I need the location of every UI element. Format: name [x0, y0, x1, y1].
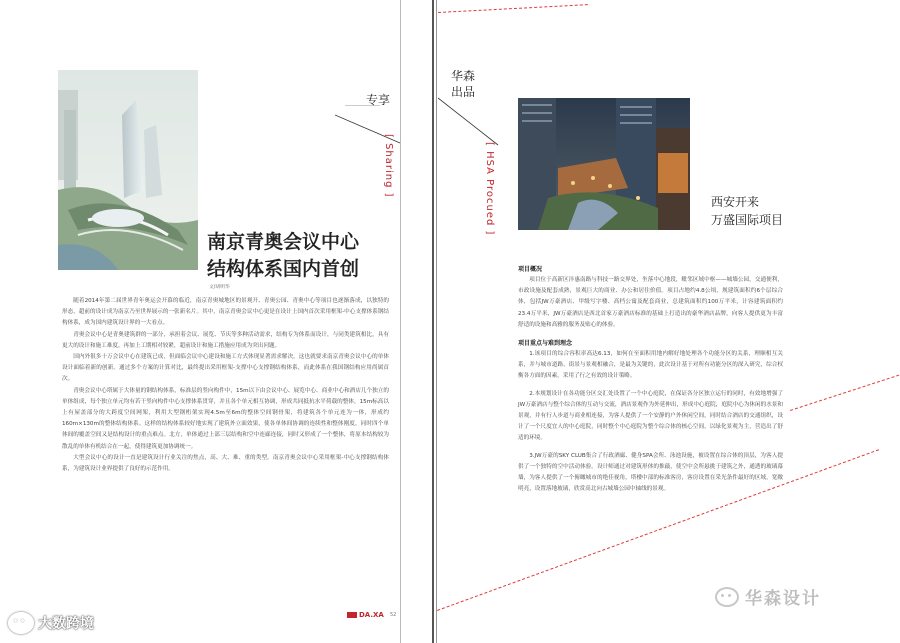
feature-point: 2.本规划设计在各功能分区交汇处设置了一个中心庭院，在保证各分区独立运行的同时，有效地增强了JW万豪酒店与整个综合体的互动与交流，酒店景观作为外延伸出，形成中心庭院，庭院中心为休闲的水景和景观，并有行人步道与商业相连接，为客人提供了一个安静的户外休闲空间，同时结合酒店的交通组织，设计了一个尺度宜人的中心庭院，同时整个中心庭院为整个综合体的核心空间，以绿化景观为主，营造出了舒适的环境。 [518, 390, 783, 442]
footer-logo-text: DA.XA [359, 611, 384, 619]
feature-point: 3.JW万豪的SKY CLUB集合了行政酒廊、健身SPA会所、泳池设施，被设置在综合体的顶层，为客人提供了一个独特的空中活动体验。设计师通过对建筑形体的推敲，使空中会所悬挑于建筑之外，通透的玻璃幕墙，为客人提供了一个俯瞰城市的绝佳视角，塔楼中部的标准客房，客房设置在采光条件最好的区域，宽敞明亮，设置落地玻璃，欣赏高北向古城墙公园中轴线的景观。 [518, 452, 783, 493]
body-paragraph: 随着2014年第二届世界青年奥运会开幕的临近，南京青奥城地区的景观开、青奥公园、青奥中心等项目也逐渐落成，以独特的形态，超前的设计成为南京乃至世界展示的一张新名片。其中，南京青奥会议中心更是在设计上国内首次采用框架-中心支撑体系钢结构体系，成为国内建筑设计界的一大看点。 [62, 298, 389, 327]
page-spine-edge [436, 0, 437, 643]
project-title-line1: 西安开来 [711, 195, 760, 209]
overview-paragraph: 项目位于高新区沣惠南路与科技一路交界处，坐落中心地段，毗邻区域中枢——城墙公园，交通便利，市政设施及配套成熟，景观巨大的商业、办公和居住价值。项目占地约4.8公顷，规建筑面积约6个层综合体，包括JW万豪酒店、甲级写字楼、高档公寓及配套商业，总建筑面积约100万平米，计容建筑面积约23.4万平米，JW万豪酒店是西北首家万豪酒店标准的基础上打造出的豪华酒店品牌，向客人提供更为丰富舒适的设施和高雅的服务及贴心的体验。 [518, 277, 783, 328]
section-diagonal-rule [335, 105, 405, 145]
logo-mark-icon [347, 612, 357, 618]
brand-watermark-text: 华森设计 [745, 589, 821, 609]
section-label-en: [ Sharing ] [383, 134, 394, 198]
brand-watermark [715, 584, 821, 609]
features-list [518, 349, 783, 495]
corner-watermark [8, 612, 94, 634]
section-diagonal-rule-right [438, 93, 508, 153]
project-night-rendering-image [518, 98, 690, 230]
body-paragraph: 国内外很多十万会议中心在建筑已成，但面临会议中心建设和施工方式体现显著需求解决，这也就要求南京青奥会议中心的单体设计面临着新的创新。通过多个方案的计算对比，最终提出采用框架-支撑中心支撑钢结构体系，而此体系在我国钢结构应用尚属首次。 [62, 354, 389, 383]
page-number: 52 [390, 612, 397, 618]
features-heading: 项目重点与难到理念 [518, 340, 573, 348]
article-title-line2: 结构体系国内首创 [207, 258, 360, 280]
overview-text [518, 275, 783, 331]
wechat-watermark-icon [715, 587, 739, 607]
body-paragraph: 青奥会议中心是青奥建筑群的一部分，承担着会议、展览、节庆等多种活动需求，结构专为体系而设计，与同类建筑相比，具有更大的设计和施工难度，再加上工期相对较紧，超前设计和施工措施应用成为突出问题。 [62, 331, 389, 349]
overview-heading: 项目概况 [518, 266, 543, 273]
article-byline: 文/胡明华 [209, 285, 230, 290]
footer-logo [347, 611, 384, 619]
section-label-cn-right: 华森 出品 [451, 69, 476, 99]
feature-point: 1.该项目的综合容积率高达6.13，如何在至面积用地内解好地处理各个功能分区的关系，理顺相互关系，并与城市道路、街景与景观相融合，是最为关键的，此次设计基于对所有功能分区的深入研究，综合权衡各方面的因素，采用了行之有效的设计策略。 [518, 351, 783, 380]
left-page-margin-rule [400, 0, 401, 643]
corner-watermark-text: 大数跨境 [38, 616, 94, 632]
article-body [62, 296, 389, 475]
page-spine [432, 0, 434, 643]
building-rendering-image [58, 70, 198, 270]
section-label-cn: 专享 [366, 93, 391, 107]
wechat-icon [8, 612, 34, 634]
article-title [207, 229, 359, 283]
article-title-line1: 南京青奥会议中心 [207, 231, 360, 253]
project-title [711, 193, 783, 229]
project-title-line2: 万盛国际项目 [711, 213, 784, 227]
body-paragraph: 大型会议中心的设计一直是建筑设计行业关注的焦点，高、大、难、重的类型。南京青奥会议中心采用框架-中心支撑钢结构体系，为建筑设计业界提供了良好的示范作用。 [62, 454, 389, 473]
section-label-en-right: [ HSA Procued ] [484, 142, 495, 236]
project-body [518, 264, 783, 495]
body-paragraph: 青奥会议中心塔属于大体量的钢结构体系，标准层的竖向构件中，15m以下由会议中心、展览中心、商业中心和酒店几个独立的单体组成，每个独立单元均有若干竖向构件中心支撑体系贯穿，并且各个单元相互协调，形成共同抵抗水平荷载的整体，15m标高以上有屋盖部分的大跨度空间网架，利用大型钢桁架实现4.5m至6m的整体空间钢骨架，将建筑各个单元连为一体，形成约160m×130m的整体结构体系。这样的结构体系较好地实现了建筑外立面效果，使各单体间协调的连续性和整体刚度，同时四个单体间的覆盖空间又是结构设计的重点难点。北方，单体通过上部三层结构和空中连廊连接，同时又形成了一个整体，将原本结构较为散乱的单体有机结合在一起，使得建筑更加协调统一。 [62, 387, 389, 450]
